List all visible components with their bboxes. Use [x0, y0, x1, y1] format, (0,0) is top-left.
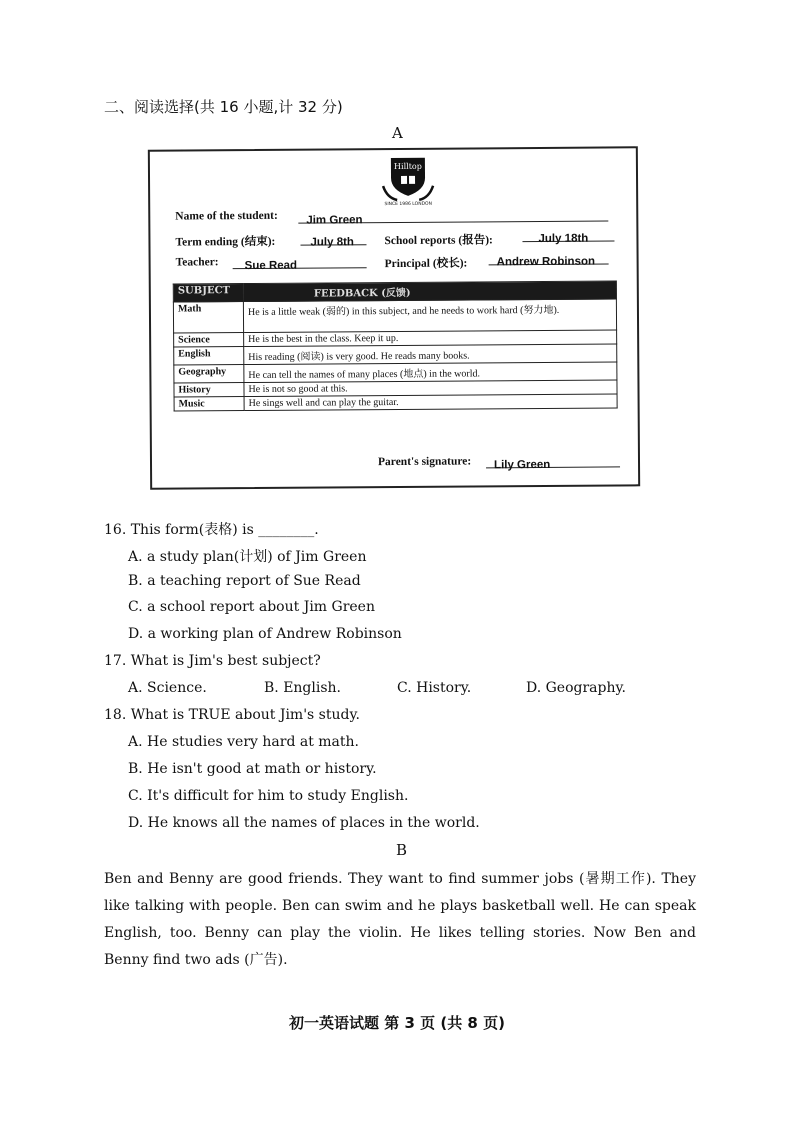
school-logo: [377, 156, 439, 206]
option-16-a: A. a study plan(计划) of Jim Green: [128, 549, 367, 565]
feedback-cell: He is a little weak (弱的) in this subject, and he needs to work hard (努力地).: [243, 299, 616, 333]
name-value: Jim Green: [306, 214, 363, 227]
table-row: [173, 299, 616, 333]
term-label: Term ending (结束):: [175, 235, 276, 249]
feedback-cell: He is the best in the class. Keep it up.: [244, 330, 617, 347]
feedback-cell: He sings well and can play the guitar.: [244, 394, 617, 411]
option-18-a: A. He studies very hard at math.: [128, 734, 359, 750]
logo-text: Hilltop: [394, 161, 422, 171]
feedback-table: [173, 280, 618, 411]
teacher-label: Teacher:: [175, 256, 219, 269]
subject-cell: English: [174, 347, 244, 365]
option-17-d: D. Geography.: [526, 680, 627, 696]
option-16-c: C. a school report about Jim Green: [128, 599, 375, 615]
logo-motto: SINCE 1986 LONDON: [384, 201, 432, 207]
school-report-form: [148, 146, 640, 489]
subject-cell: Music: [174, 397, 244, 411]
question-16-stem: 16. This form(表格) is ________.: [104, 522, 319, 538]
signature-label: Parent's signature:: [377, 455, 472, 469]
name-label: Name of the student:: [175, 209, 278, 223]
page-footer: 初一英语试题 第 3 页 (共 8 页): [289, 1014, 505, 1032]
principal-value: Andrew Robinson: [496, 255, 596, 269]
crest-icon: [377, 156, 439, 206]
name-field: [298, 207, 608, 227]
passage-b-letter: B: [396, 841, 408, 859]
teacher-value: Sue Read: [244, 259, 298, 273]
header-feedback: FEEDBACK (反馈): [243, 281, 616, 302]
passage-a-letter: A: [392, 124, 403, 142]
feedback-cell: He is not so good at this.: [244, 380, 617, 397]
reports-label: School reports (报告):: [384, 234, 493, 248]
feedback-table-wrap: [173, 280, 618, 411]
option-17-a: A. Science.: [128, 680, 207, 696]
option-18-d: D. He knows all the names of places in the world.: [128, 815, 480, 831]
reports-field: [522, 226, 614, 245]
subject-cell: History: [174, 383, 244, 397]
option-16-d: D. a working plan of Andrew Robinson: [128, 626, 402, 642]
term-value: July 8th: [310, 236, 354, 249]
table-row: [174, 394, 617, 411]
term-field: [300, 230, 366, 249]
subject-cell: Science: [174, 333, 244, 347]
principal-label: Principal (校长):: [384, 257, 468, 271]
question-17-stem: 17. What is Jim's best subject?: [104, 653, 321, 669]
reports-value: July 18th: [538, 232, 589, 245]
header-subject: SUBJECT: [173, 284, 243, 302]
option-18-b: B. He isn't good at math or history.: [128, 761, 377, 777]
section-heading: 二、阅读选择(共 16 小题,计 32 分): [104, 98, 343, 116]
signature-field: [486, 452, 620, 472]
option-17-c: C. History.: [397, 680, 472, 696]
principal-field: [489, 250, 609, 269]
question-18-stem: 18. What is TRUE about Jim's study.: [104, 707, 360, 723]
feedback-cell: He can tell the names of many places (地点) in the world.: [244, 362, 617, 383]
option-16-b: B. a teaching report of Sue Read: [128, 573, 361, 589]
passage-b-text: Ben and Benny are good friends. They want to find summer jobs (暑期工作). They like talking with people. Ben can swim and he plays basketball well. He can speak English, too. Benny can play the violin. He likes telling stories. Now Ben and Benny find two ads (广告).: [104, 871, 696, 968]
subject-cell: Geography: [174, 365, 244, 383]
teacher-field: [233, 253, 367, 273]
option-17-b: B. English.: [264, 680, 341, 696]
subject-cell: Math: [173, 302, 243, 333]
feedback-cell: His reading (阅读) is very good. He reads many books.: [244, 344, 617, 365]
option-18-c: C. It's difficult for him to study English.: [128, 788, 409, 804]
signature-value: Lily Green: [493, 458, 551, 472]
